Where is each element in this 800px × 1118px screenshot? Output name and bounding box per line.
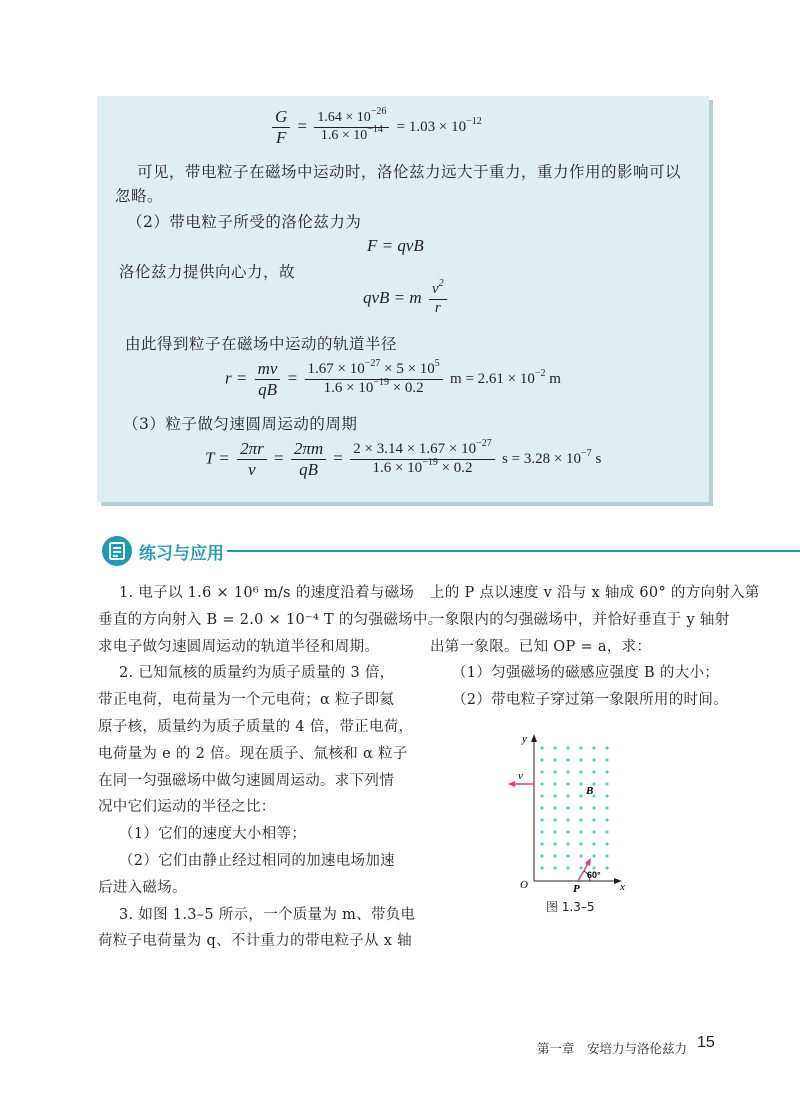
exercise-left-line: 垂直的方向射入 B = 2.0 × 10⁻⁴ T 的匀强磁场中。 — [98, 611, 443, 628]
field-dot — [553, 758, 556, 761]
field-dot — [566, 842, 569, 845]
field-dot — [540, 854, 543, 857]
field-dot — [540, 794, 543, 797]
exercise-left-line: 2. 已知氚核的质量约为质子质量的 3 倍， — [119, 665, 395, 682]
exercise-left-line: 荷粒子电荷量为 q、不计重力的带电粒子从 x 轴 — [98, 933, 412, 950]
field-dot — [540, 758, 543, 761]
example-box — [97, 96, 709, 502]
field-dot — [566, 806, 569, 809]
field-dot — [566, 854, 569, 857]
field-dot — [579, 818, 582, 821]
section-divider — [227, 550, 800, 552]
field-dot — [540, 842, 543, 845]
field-dot — [553, 854, 556, 857]
example-text-conclusion-1: 可见，带电粒子在磁场中运动时，洛伦兹力远大于重力，重力作用的影响可以 — [137, 163, 682, 181]
exercise-right-line: （2）带电粒子穿过第一象限所用的时间。 — [452, 692, 728, 709]
field-dot — [592, 854, 595, 857]
example-text-radius: 由此得到粒子在磁场中运动的轨道半径 — [125, 335, 398, 353]
field-dot — [553, 794, 556, 797]
field-dot — [592, 746, 595, 749]
field-dot — [540, 830, 543, 833]
exercise-right-line: 上的 P 点以速度 v 沿与 x 轴成 60° 的方向射入第 — [430, 585, 760, 601]
magnetic-field-dots — [540, 746, 608, 869]
field-dot — [566, 794, 569, 797]
exercise-left-line: 后进入磁场。 — [98, 879, 187, 896]
exercise-left-line: 原子核，质量约为质子质量的 4 倍，带正电荷， — [98, 719, 414, 735]
field-dot — [592, 806, 595, 809]
field-dot — [605, 758, 608, 761]
exercise-right-line: 出第一象限。已知 OP = a，求： — [430, 638, 652, 655]
practice-book-icon — [101, 535, 133, 567]
field-dot — [592, 818, 595, 821]
footer-chapter-title: 第一章 安培力与洛伦兹力 — [537, 1041, 688, 1056]
exercise-right-line: 一象限内的匀强磁场中，并恰好垂直于 y 轴射 — [430, 611, 730, 628]
exercise-left-line: （1）它们的速度大小相等； — [119, 826, 307, 843]
field-dot — [553, 842, 556, 845]
field-dot — [605, 806, 608, 809]
field-dot — [540, 770, 543, 773]
page-number: 15 — [697, 1034, 715, 1051]
field-dot — [579, 806, 582, 809]
exercise-left-line: 况中它们运动的半径之比： — [98, 799, 276, 816]
field-dot — [553, 830, 556, 833]
field-dot — [540, 818, 543, 821]
field-dot — [566, 782, 569, 785]
field-dot — [579, 770, 582, 773]
field-dot — [592, 770, 595, 773]
field-dot — [553, 770, 556, 773]
field-dot — [553, 818, 556, 821]
field-dot — [579, 746, 582, 749]
field-dot — [566, 758, 569, 761]
field-dot — [605, 842, 608, 845]
example-part3-heading: （3）粒子做匀速圆周运动的周期 — [123, 415, 358, 433]
field-dot — [605, 770, 608, 773]
example-part2-heading: （2）带电粒子所受的洛伦兹力为 — [127, 213, 362, 231]
label-y: y — [522, 733, 527, 745]
equation-gravity-ratio: $\frac{G}{F}$ = $\frac{1.64 \times 10^{-26}}{1.6 \times 10^{-14}}$ = $1.03 \times 10^{-12}$ — [269, 108, 482, 147]
exercise-left-line: （2）它们由静止经过相同的加速电场加速 — [119, 853, 395, 869]
field-dot — [553, 806, 556, 809]
exercise-left-line: 在同一匀强磁场中做匀速圆周运动。求下列情 — [98, 772, 394, 789]
exercise-left-line: 电荷量为 e 的 2 倍。现在质子、氚核和 α 粒子 — [98, 745, 408, 762]
exercise-left-line: 求电子做匀速圆周运动的轨道半径和周期。 — [98, 638, 380, 655]
label-angle: 60° — [587, 870, 601, 880]
label-b: B — [586, 785, 594, 797]
field-dot — [579, 782, 582, 785]
label-origin: O — [520, 879, 528, 891]
label-x: x — [620, 881, 625, 893]
field-dot — [592, 842, 595, 845]
field-dot — [579, 758, 582, 761]
exercise-left-line: 1. 电子以 1.6 × 10⁶ m/s 的速度沿着与磁场 — [119, 585, 415, 601]
exercise-right-line: （1）匀强磁场的磁感应强度 B 的大小； — [452, 665, 720, 682]
field-dot — [605, 818, 608, 821]
example-text-centripetal: 洛伦兹力提供向心力，故 — [119, 263, 296, 281]
field-dot — [553, 782, 556, 785]
exercise-left-line: 带正电荷，电荷量为一个元电荷；α 粒子即氦 — [98, 692, 395, 709]
figure-caption: 图 1.3–5 — [546, 900, 595, 914]
field-dot — [566, 770, 569, 773]
figure-magnetic-field-diagram — [500, 726, 650, 926]
field-dot — [566, 818, 569, 821]
field-dot — [566, 830, 569, 833]
equation-radius: r = $\frac{mv}{qB}$ = $\frac{1.67 \times 10^{-27} \times 5 \times 10^5}{1.6 \times 10^{-19} \times 0.2}$ $m = 2.61 \times 10^{-2}$ m — [225, 358, 561, 399]
field-dot — [592, 830, 595, 833]
field-dot — [605, 854, 608, 857]
example-text-conclusion-2: 忽略。 — [115, 187, 164, 205]
label-p: P — [573, 883, 580, 895]
field-dot — [605, 866, 608, 869]
field-dot — [605, 782, 608, 785]
field-dot — [605, 794, 608, 797]
label-v: v — [518, 770, 523, 782]
field-dot — [566, 746, 569, 749]
field-dot — [540, 866, 543, 869]
velocity-arrow-p-icon — [585, 858, 591, 866]
field-dot — [540, 746, 543, 749]
field-dot — [579, 866, 582, 869]
section-header — [101, 535, 800, 571]
field-dot — [605, 830, 608, 833]
field-dot — [579, 842, 582, 845]
field-dot — [579, 830, 582, 833]
y-axis-arrow-icon — [531, 734, 537, 742]
field-dot — [605, 746, 608, 749]
field-dot — [553, 866, 556, 869]
field-dot — [592, 758, 595, 761]
equation-period: T = $\frac{2\pi r}{v}$ = $\frac{2\pi m}{qB}$ = $\frac{2 \times 3.14 \times 1.67 \times 10^{-27}}{1.6 \times 10^{-19} \times 0.2}$ $s = 3.28 \times 10^{-7}$ s — [205, 438, 602, 479]
equation-lorentz-force: F = qvB — [367, 236, 424, 255]
field-dot — [579, 794, 582, 797]
field-dot — [553, 746, 556, 749]
field-dot — [566, 866, 569, 869]
velocity-arrow-exit-icon — [508, 781, 515, 787]
field-dot — [579, 854, 582, 857]
section-title: 练习与应用 — [139, 544, 224, 564]
field-dot — [540, 782, 543, 785]
field-dot — [540, 806, 543, 809]
equation-centripetal: qvB = m $\frac{v^2}{r}$ — [363, 282, 450, 317]
exercise-left-line: 3. 如图 1.3–5 所示，一个质量为 m、带负电 — [119, 906, 416, 923]
